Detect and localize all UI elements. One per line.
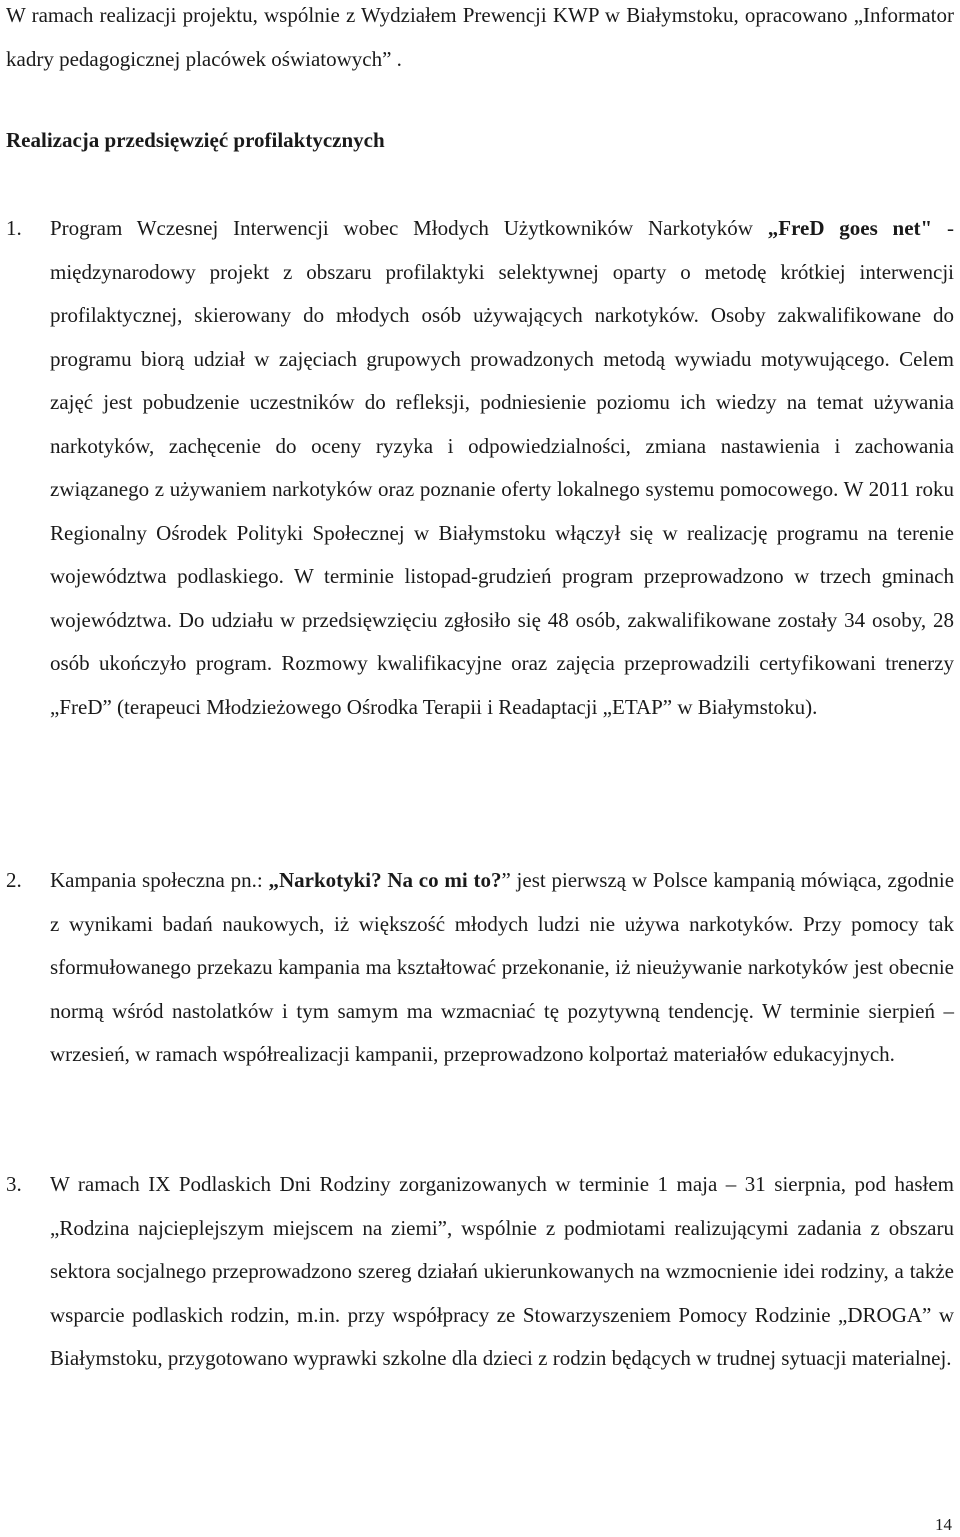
list-item-text-pre: Kampania społeczna pn.:: [50, 868, 269, 892]
list-item-number: 2.: [6, 868, 22, 892]
list-item-text-post: - międzynarodowy projekt z obszaru profilaktyki selektywnej oparty o metodę krótkiej interwencji profilaktycznej, skierowany do młodych osób używających narkotyków. Osoby zakwalifikowane do programu biorą udział w zajęciach grupowych prowadzonych metodą wywiadu motywującego. Celem zajęć jest pobudzenie uczestników do refleksji, podniesienie poziomu ich wiedzy na temat używania narkotyków, zachęcenie do oceny ryzyka i odpowiedzialności, zmiana nastawienia i zachowania związanego z używaniem narkotyków oraz poznanie oferty lokalnego systemu pomocowego. W 2011 roku Regionalny Ośrodek Polityki Społecznej w Białymstoku włączył się w realizację programu na terenie województwa podlaskiego. W terminie listopad-grudzień program przeprowadzono w trzech gminach województwa. Do udziału w przedsięwzięciu zgłosiło się 48 osób, zakwalifikowane zostały 34 osoby, 28 osób ukończyło program. Rozmowy kwalifikacyjne oraz zajęcia przeprowadzili certyfikowani trenerzy „FreD” (terapeuci Młodzieżowego Ośrodka Terapii i Readaptacji „ETAP” w Białymstoku).: [50, 216, 954, 719]
list-item-text-pre: Program Wczesnej Interwencji wobec Młodych Użytkowników Narkotyków: [50, 216, 768, 240]
list-item-text: [50, 859, 954, 1077]
page-number: 14: [935, 1515, 952, 1534]
list-item-text: [50, 1163, 954, 1381]
list-item-text-bold: „FreD goes net": [767, 216, 933, 240]
list-item-text: [50, 207, 954, 729]
list-item-text-post: ” jest pierwszą w Polsce kampanią mówiąca, zgodnie z wynikami badań naukowych, iż większość młodych ludzi nie używa narkotyków. Przy pomocy tak sformułowanego przekazu kampania ma kształtować przekonanie, iż nieużywanie narkotyków jest obecnie normą wśród nastolatków i tym samym ma wzmacniać tę pozytywną tendencję. W terminie sierpień – wrzesień, w ramach współrealizacji kampanii, przeprowadzono kolportaż materiałów edukacyjnych.: [50, 868, 955, 1066]
list-item-number: 1.: [6, 216, 22, 240]
list-item-text-bold: „Narkotyki? Na co mi to?: [268, 868, 502, 892]
intro-paragraph: W ramach realizacji projektu, wspólnie z Wydziałem Prewencji KWP w Białymstoku, opracowano „Informator kadry pedagogicznej placówek oświatowych” .: [6, 3, 954, 71]
list-item-number: 3.: [6, 1172, 22, 1196]
section-heading: Realizacja przedsięwzięć profilaktycznych: [6, 128, 385, 152]
list-item-text-pre: W ramach IX Podlaskich Dni Rodziny zorganizowanych w terminie 1 maja – 31 sierpnia, pod hasłem „Rodzina najcieplejszym miejscem na ziemi”, wspólnie z podmiotami realizującymi zadania z obszaru sektora socjalnego przeprowadzono szereg działań ukierunkowanych na wzmocnienie idei rodziny, a także wsparcie podlaskich rodzin, m.in. przy współpracy ze Stowarzyszeniem Pomocy Rodzinie „DROGA” w Białymstoku, przygotowano wyprawki szkolne dla dzieci z rodzin będących w trudnej sytuacji materialnej.: [50, 1172, 954, 1370]
